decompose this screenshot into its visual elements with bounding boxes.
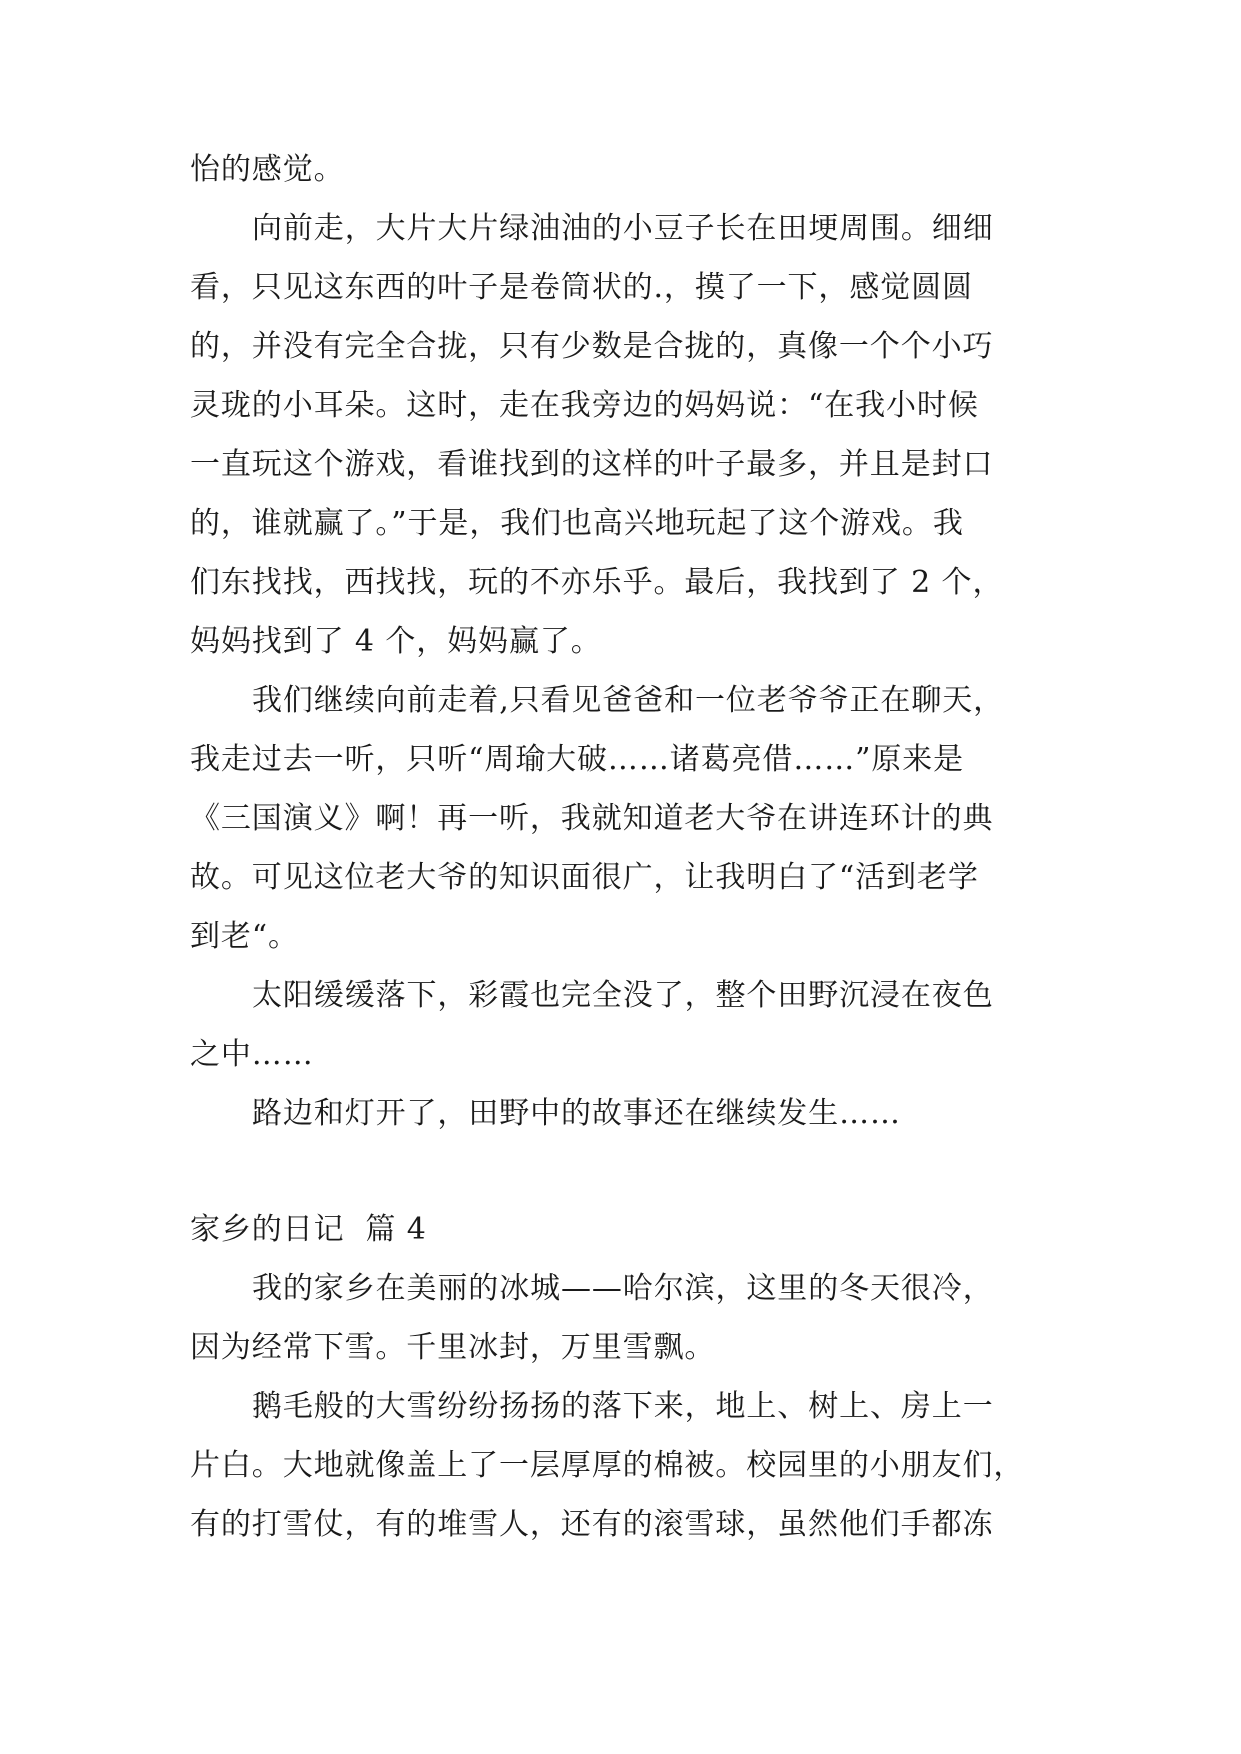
text-line: 灵珑的小耳朵。这时，走在我旁边的妈妈说：“在我小时候 xyxy=(190,388,979,423)
text-line: 看，只见这东西的叶子是卷筒状的.，摸了一下，感觉圆圆 xyxy=(190,270,973,305)
paragraph-line: 路边和灯开了，田野中的故事还在继续发生…… xyxy=(252,1096,901,1131)
text-line: 《三国演义》啊！再一听，我就知道老大爷在讲连环计的典 xyxy=(190,801,994,836)
text-line: 到老“。 xyxy=(190,919,299,954)
paragraph-line: 向前走，大片大片绿油油的小豆子长在田埂周围。细细 xyxy=(252,211,994,246)
paragraph-line: 鹅毛般的大雪纷纷扬扬的落下来，地上、树上、房上一 xyxy=(252,1389,994,1424)
paragraph-line: 我们继续向前走着,只看见爸爸和一位老爷爷正在聊天， xyxy=(252,683,1005,718)
text-line: 之中…… xyxy=(190,1037,314,1072)
text-line: 故。可见这位老大爷的知识面很广，让我明白了“活到老学 xyxy=(190,860,979,895)
text-line: 们东找找，西找找，玩的不亦乐乎。最后，我找到了 2 个， xyxy=(190,565,1004,600)
paragraph-line: 我的家乡在美丽的冰城——哈尔滨，这里的冬天很冷， xyxy=(252,1271,994,1306)
section-heading: 家乡的日记 篇 4 xyxy=(190,1212,427,1247)
text-line: 一直玩这个游戏，看谁找到的这样的叶子最多，并且是封口 xyxy=(190,447,994,482)
text-line: 我走过去一听，只听“周瑜大破……诸葛亮借……”原来是 xyxy=(190,742,965,777)
text-line: 怡的感觉。 xyxy=(190,152,345,187)
text-line: 片白。大地就像盖上了一层厚厚的棉被。校园里的小朋友们， xyxy=(190,1448,1025,1483)
text-line: 妈妈找到了 4 个，妈妈赢了。 xyxy=(190,624,602,659)
text-line: 有的打雪仗，有的堆雪人，还有的滚雪球，虽然他们手都冻 xyxy=(190,1507,994,1542)
paragraph-line: 太阳缓缓落下，彩霞也完全没了，整个田野沉浸在夜色 xyxy=(252,978,994,1013)
text-line: 的，谁就赢了。”于是，我们也高兴地玩起了这个游戏。我 xyxy=(190,506,964,541)
text-line: 因为经常下雪。千里冰封，万里雪飘。 xyxy=(190,1330,716,1365)
text-line: 的，并没有完全合拢，只有少数是合拢的，真像一个个小巧 xyxy=(190,329,994,364)
